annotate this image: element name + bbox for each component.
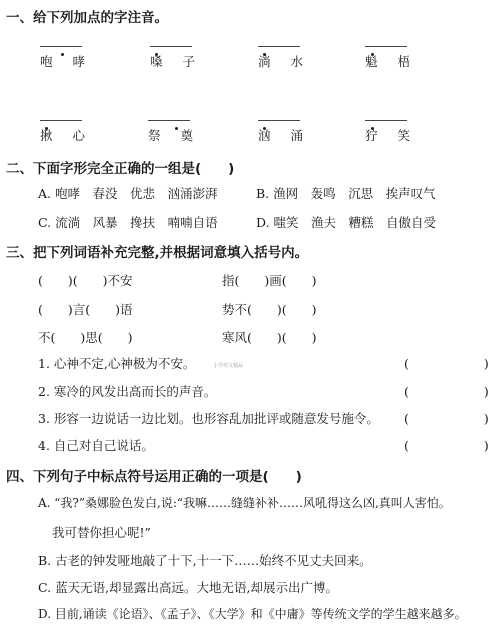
pinyin-line[interactable]	[148, 120, 190, 121]
option-b[interactable]: B. 渔网 轰鸣 沉思 挨声叹气	[256, 186, 436, 201]
option-d[interactable]: D. 目前,诵读《论语》、《孟子》、《大学》和《中庸》等传统文学的学生越来越多。	[38, 607, 467, 621]
pinyin-line[interactable]	[258, 120, 300, 121]
option-a[interactable]: A. “我?”桑娜脸色发白,说:“我嘛……缝缝补补……风吼得这么凶,真叫人害怕。	[38, 496, 451, 510]
option-a-continued[interactable]: 我可替你担心呢!”	[52, 525, 151, 540]
word-item: 揪 心	[40, 128, 93, 143]
answer-paren[interactable]: ( )	[404, 438, 489, 453]
word-item: 咆 哮	[40, 54, 93, 69]
question-text: 4. 自己对自己说话。	[38, 438, 154, 453]
pinyin-line[interactable]	[365, 120, 407, 121]
fill-item[interactable]: 寒风( )( )	[222, 330, 317, 345]
word-item: 祭 奠	[148, 128, 201, 143]
section-3-title: 三、把下列词语补充完整,并根据词意填入括号内。	[6, 245, 309, 261]
answer-paren[interactable]: ( )	[404, 384, 489, 399]
section-1-title: 一、给下列加点的字注音。	[6, 10, 168, 26]
pinyin-line[interactable]	[40, 120, 82, 121]
pinyin-line[interactable]	[365, 46, 407, 47]
word-item: 汹 涌	[258, 128, 311, 143]
option-c[interactable]: C. 蓝天无语,却显露出高远。大地无语,却展示出广博。	[38, 580, 339, 595]
option-a[interactable]: A. 咆哮 春没 优悲 汹涌澎湃	[38, 186, 218, 201]
option-c[interactable]: C. 流淌 风暴 搀扶 喃喃自语	[38, 215, 218, 230]
question-text: 1. 心神不定,心神极为不安。	[38, 356, 196, 371]
fill-item[interactable]: 指( )画( )	[222, 273, 317, 288]
answer-paren[interactable]: ( )	[404, 356, 489, 371]
pinyin-line[interactable]	[258, 46, 300, 47]
fill-item[interactable]: ( )( )不安	[38, 273, 133, 288]
answer-paren[interactable]: ( )	[404, 411, 489, 426]
option-b[interactable]: B. 古老的钟发哑地敲了十下,十一下……始终不见丈夫回来。	[38, 553, 372, 568]
word-item: 嗓 子	[150, 54, 203, 69]
section-2-title: 二、下面字形完全正确的一组是( )	[6, 161, 235, 177]
question-text: 2. 寒冷的风发出高而长的声音。	[38, 384, 217, 399]
question-text: 3. 形容一边说话一边比划。也形容乱加批评或随意发号施令。	[38, 411, 379, 426]
fill-item[interactable]: ( )言( )语	[38, 302, 133, 317]
option-d[interactable]: D. 嗤笑 渔夫 糟糕 自傲自受	[256, 215, 437, 230]
word-item: 魁 梧	[365, 54, 418, 69]
section-4-title: 四、下列句子中标点符号运用正确的一项是( )	[6, 469, 302, 485]
fill-item[interactable]: 不( )思( )	[38, 330, 133, 345]
word-item: 狞 笑	[365, 128, 418, 143]
watermark: 小学语文精品	[213, 363, 244, 369]
fill-item[interactable]: 势不( )( )	[222, 302, 317, 317]
word-item: 淌 水	[258, 54, 311, 69]
pinyin-line[interactable]	[150, 46, 192, 47]
pinyin-line[interactable]	[40, 46, 82, 47]
